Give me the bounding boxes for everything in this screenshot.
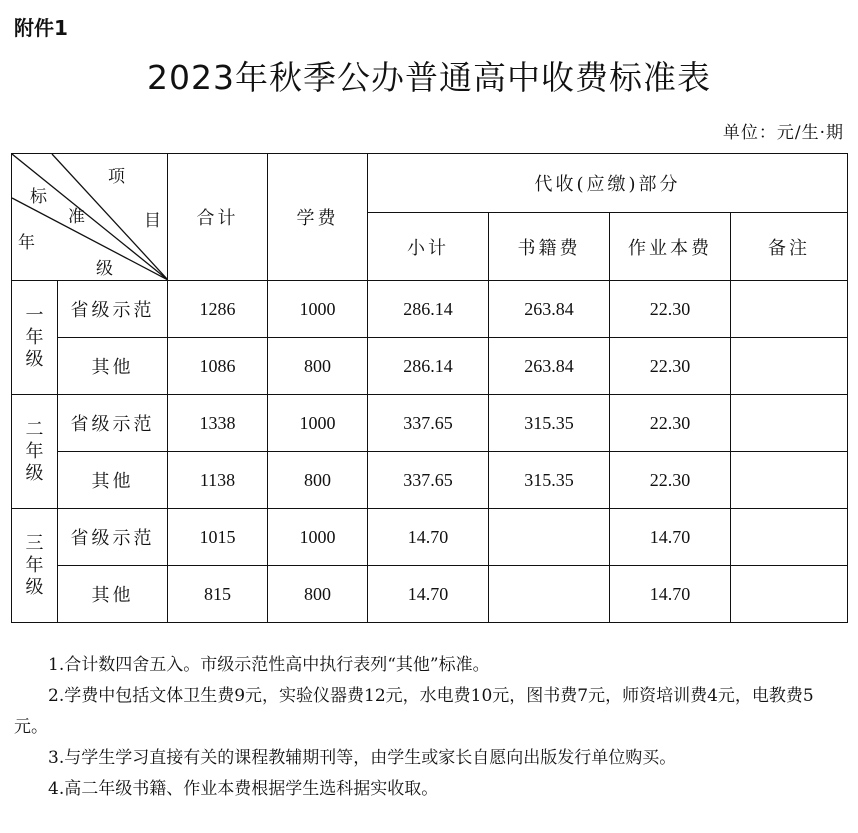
books-cell: 263.84 (489, 338, 610, 395)
corner-label-standard: 标 (30, 187, 47, 207)
table-row (12, 509, 848, 566)
books-cell: 263.84 (489, 281, 610, 338)
column-header-workbooks: 作业本费 (610, 213, 731, 281)
books-cell: 315.35 (489, 395, 610, 452)
corner-label-standard-2: 准 (68, 207, 85, 227)
total-cell: 1086 (168, 338, 268, 395)
column-header-total: 合计 (168, 154, 268, 281)
remarks-cell (731, 395, 848, 452)
school-type-cell: 省级示范 (58, 395, 168, 452)
subtotal-cell: 337.65 (368, 395, 489, 452)
books-cell: 315.35 (489, 452, 610, 509)
books-cell (489, 566, 610, 623)
column-header-collection: 代收(应缴)部分 (368, 154, 848, 213)
grade-label: 一 年 级 (12, 281, 58, 395)
table-row (12, 281, 848, 338)
school-type-cell: 其他 (58, 338, 168, 395)
corner-label-item-2: 目 (144, 211, 161, 231)
workbooks-cell: 22.30 (610, 281, 731, 338)
workbooks-cell: 14.70 (610, 509, 731, 566)
workbooks-cell: 22.30 (610, 395, 731, 452)
attachment-label: 附件1 (14, 16, 68, 40)
tuition-cell: 1000 (268, 281, 368, 338)
remarks-cell (731, 338, 848, 395)
grade-label: 二 年 级 (12, 395, 58, 509)
total-cell: 1338 (168, 395, 268, 452)
column-header-tuition: 学费 (268, 154, 368, 281)
table-row (12, 452, 848, 509)
note-item: 3.与学生学习直接有关的课程教辅期刊等，由学生或家长自愿向出版发行单位购买。 (48, 748, 677, 768)
subtotal-cell: 286.14 (368, 338, 489, 395)
corner-label-grade: 年 (18, 233, 35, 253)
school-type-cell: 省级示范 (58, 281, 168, 338)
total-cell: 1015 (168, 509, 268, 566)
total-cell: 815 (168, 566, 268, 623)
tuition-cell: 800 (268, 566, 368, 623)
notes-section (14, 650, 844, 805)
table-row (12, 566, 848, 623)
subtotal-cell: 337.65 (368, 452, 489, 509)
school-type-cell: 其他 (58, 566, 168, 623)
note-item: 2.学费中包括文体卫生费9元，实验仪器费12元，水电费10元，图书费7元，师资培训费4元，电教费5元。 (14, 686, 814, 737)
subtotal-cell: 286.14 (368, 281, 489, 338)
remarks-cell (731, 281, 848, 338)
workbooks-cell: 22.30 (610, 452, 731, 509)
remarks-cell (731, 509, 848, 566)
school-type-cell: 其他 (58, 452, 168, 509)
table-row (12, 395, 848, 452)
remarks-cell (731, 452, 848, 509)
column-header-books: 书籍费 (489, 213, 610, 281)
tuition-cell: 1000 (268, 395, 368, 452)
corner-label-item: 项 (108, 167, 125, 187)
table-corner-header (12, 154, 168, 281)
subtotal-cell: 14.70 (368, 509, 489, 566)
school-type-cell: 省级示范 (58, 509, 168, 566)
tuition-cell: 800 (268, 452, 368, 509)
total-cell: 1286 (168, 281, 268, 338)
tuition-cell: 800 (268, 338, 368, 395)
total-cell: 1138 (168, 452, 268, 509)
books-cell (489, 509, 610, 566)
tuition-cell: 1000 (268, 509, 368, 566)
grade-label: 三 年 级 (12, 509, 58, 623)
workbooks-cell: 22.30 (610, 338, 731, 395)
note-item: 1.合计数四舍五入。市级示范性高中执行表列“其他”标准。 (48, 655, 490, 675)
page-title: 2023年秋季公办普通高中收费标准表 (147, 58, 711, 97)
workbooks-cell: 14.70 (610, 566, 731, 623)
column-header-remarks: 备注 (731, 213, 848, 281)
column-header-subtotal: 小计 (368, 213, 489, 281)
fee-table (11, 153, 848, 623)
corner-label-grade-2: 级 (96, 259, 113, 279)
note-item: 4.高二年级书籍、作业本费根据学生选科据实收取。 (48, 779, 439, 799)
table-row (12, 338, 848, 395)
unit-label: 单位：元/生·期 (722, 123, 844, 143)
remarks-cell (731, 566, 848, 623)
subtotal-cell: 14.70 (368, 566, 489, 623)
